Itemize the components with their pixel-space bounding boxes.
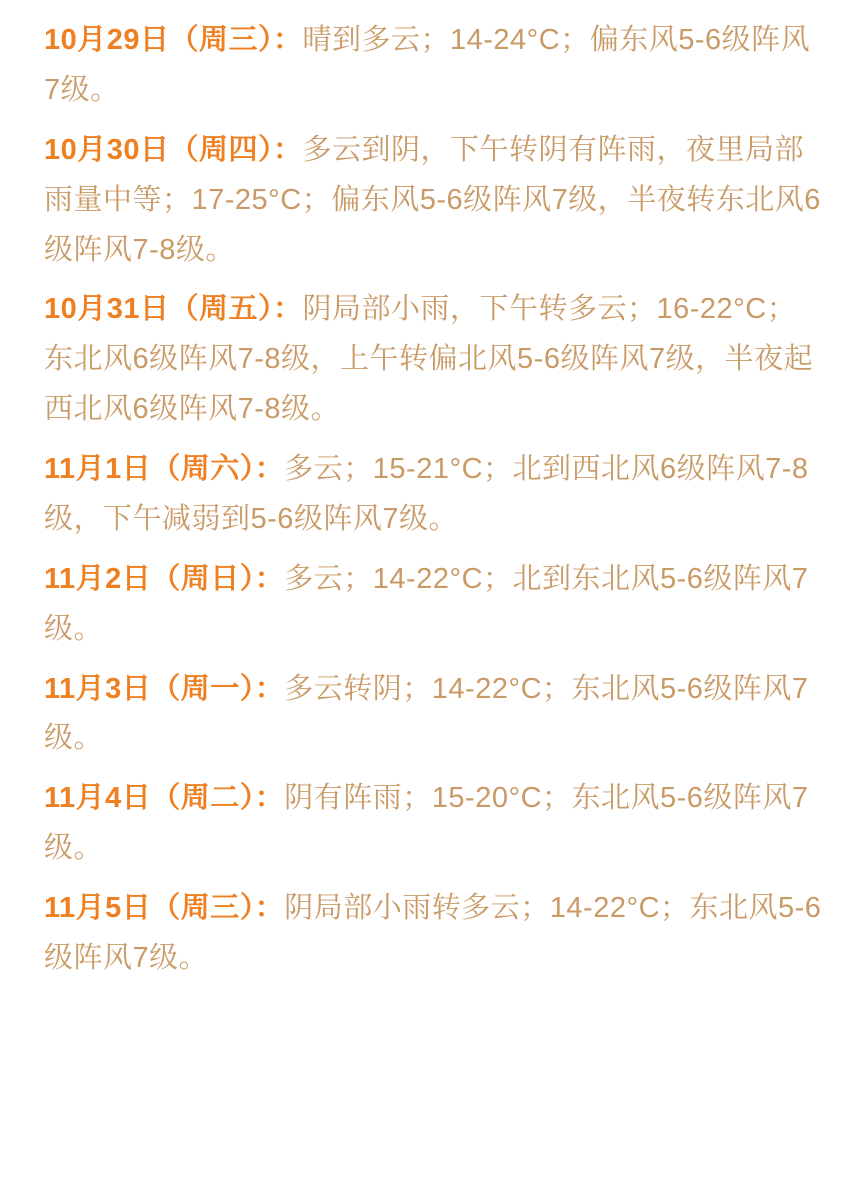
forecast-date: 10月30日（周四）：: [44, 133, 303, 166]
forecast-body: 多云；14-22°C；北到东北风5-6级阵风7级。: [44, 562, 809, 645]
forecast-body: 多云；15-21°C；北到西北风6级阵风7-8级，下午减弱到5-6级阵风7级。: [44, 453, 809, 535]
forecast-date: 10月29日（周三）：: [44, 24, 303, 56]
forecast-date: 11月2日（周日）：: [44, 562, 285, 595]
forecast-body: 晴到多云；14-24°C；偏东风5-6级阵风7级。: [44, 24, 811, 106]
forecast-body: 阴有阵雨；15-20°C；东北风5-6级阵风7级。: [44, 782, 809, 865]
forecast-entry: [44, 665, 822, 765]
forecast-entry: [44, 16, 822, 116]
forecast-date: 11月3日（周一）：: [44, 672, 285, 705]
forecast-entry: [44, 285, 822, 435]
forecast-date: 10月31日（周五）：: [44, 293, 303, 326]
forecast-body: 多云到阴，下午转阴有阵雨，夜里局部雨量中等；17-25°C；偏东风5-6级阵风7级，半夜转东北风6级阵风7-8级。: [44, 133, 821, 266]
forecast-entry: [44, 555, 822, 655]
forecast-entry: [44, 884, 822, 984]
forecast-body: 阴局部小雨，下午转多云；16-22°C；东北风6级阵风7-8级，上午转偏北风5-6级阵风7级，半夜起西北风6级阵风7-8级。: [44, 293, 814, 426]
forecast-entry: [44, 126, 822, 276]
forecast-entry: [44, 445, 822, 545]
forecast-body: 多云转阴；14-22°C；东北风5-6级阵风7级。: [44, 672, 809, 755]
forecast-entry: [44, 774, 822, 874]
forecast-date: 11月5日（周三）：: [44, 892, 285, 924]
forecast-date: 11月1日（周六）：: [44, 453, 285, 485]
forecast-date: 11月4日（周二）：: [44, 782, 285, 815]
forecast-body: 阴局部小雨转多云；14-22°C；东北风5-6级阵风7级。: [44, 892, 822, 974]
